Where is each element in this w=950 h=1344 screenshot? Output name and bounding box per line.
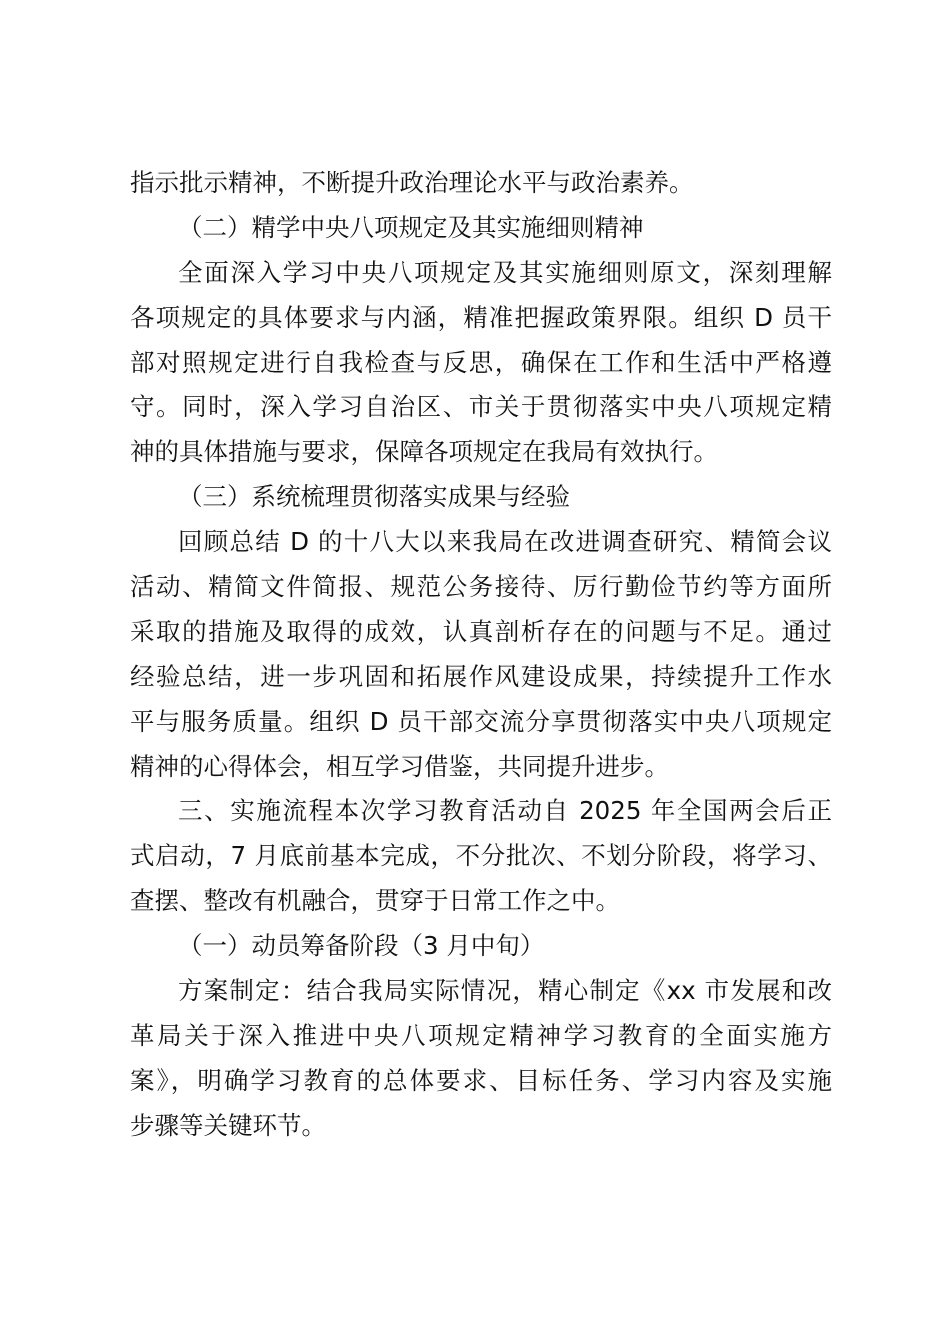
text-line: 三、实施流程本次学习教育活动自 2025 年全国两会后正 xyxy=(178,796,832,826)
text-line: 部对照规定进行自我检查与反思，确保在工作和生活中严格遵 xyxy=(130,347,832,377)
text-line: （二）精学中央八项规定及其实施细则精神 xyxy=(178,212,644,242)
text-line: 采取的措施及取得的成效，认真剖析存在的问题与不足。通过 xyxy=(130,616,832,646)
text-line: 神的具体措施与要求，保障各项规定在我局有效执行。 xyxy=(130,437,718,467)
text-line: 经验总结，进一步巩固和拓展作风建设成果，持续提升工作水 xyxy=(130,661,832,691)
text-line: 指示批示精神，不断提升政治理论水平与政治素养。 xyxy=(130,168,694,197)
text-line: 全面深入学习中央八项规定及其实施细则原文，深刻理解 xyxy=(178,257,832,287)
text-line: 案》，明确学习教育的总体要求、目标任务、学习内容及实施 xyxy=(130,1065,832,1095)
text-line: 精神的心得体会，相互学习借鉴，共同提升进步。 xyxy=(130,751,669,781)
text-line: （一）动员筹备阶段（3 月中旬） xyxy=(178,931,545,961)
document-page xyxy=(130,161,832,1149)
text-line: 平与服务质量。组织 D 员干部交流分享贯彻落实中央八项规定 xyxy=(130,706,832,736)
text-line: 守。同时，深入学习自治区、市关于贯彻落实中央八项规定精 xyxy=(130,392,832,422)
text-line: （三）系统梳理贯彻落实成果与经验 xyxy=(178,482,570,512)
text-line: 革局关于深入推进中央八项规定精神学习教育的全面实施方 xyxy=(130,1020,832,1050)
text-line: 回顾总结 D 的十八大以来我局在改进调查研究、精简会议 xyxy=(178,527,832,557)
text-line: 方案制定：结合我局实际情况，精心制定《xx 市发展和改 xyxy=(178,976,832,1006)
text-line: 各项规定的具体要求与内涵，精准把握政策界限。组织 D 员干 xyxy=(130,302,832,332)
text-line: 活动、精简文件简报、规范公务接待、厉行勤俭节约等方面所 xyxy=(130,572,832,602)
text-line: 式启动，7 月底前基本完成，不分批次、不划分阶段，将学习、 xyxy=(130,841,832,871)
text-line: 查摆、整改有机融合，贯穿于日常工作之中。 xyxy=(130,886,620,916)
text-line: 步骤等关键环节。 xyxy=(130,1110,326,1140)
